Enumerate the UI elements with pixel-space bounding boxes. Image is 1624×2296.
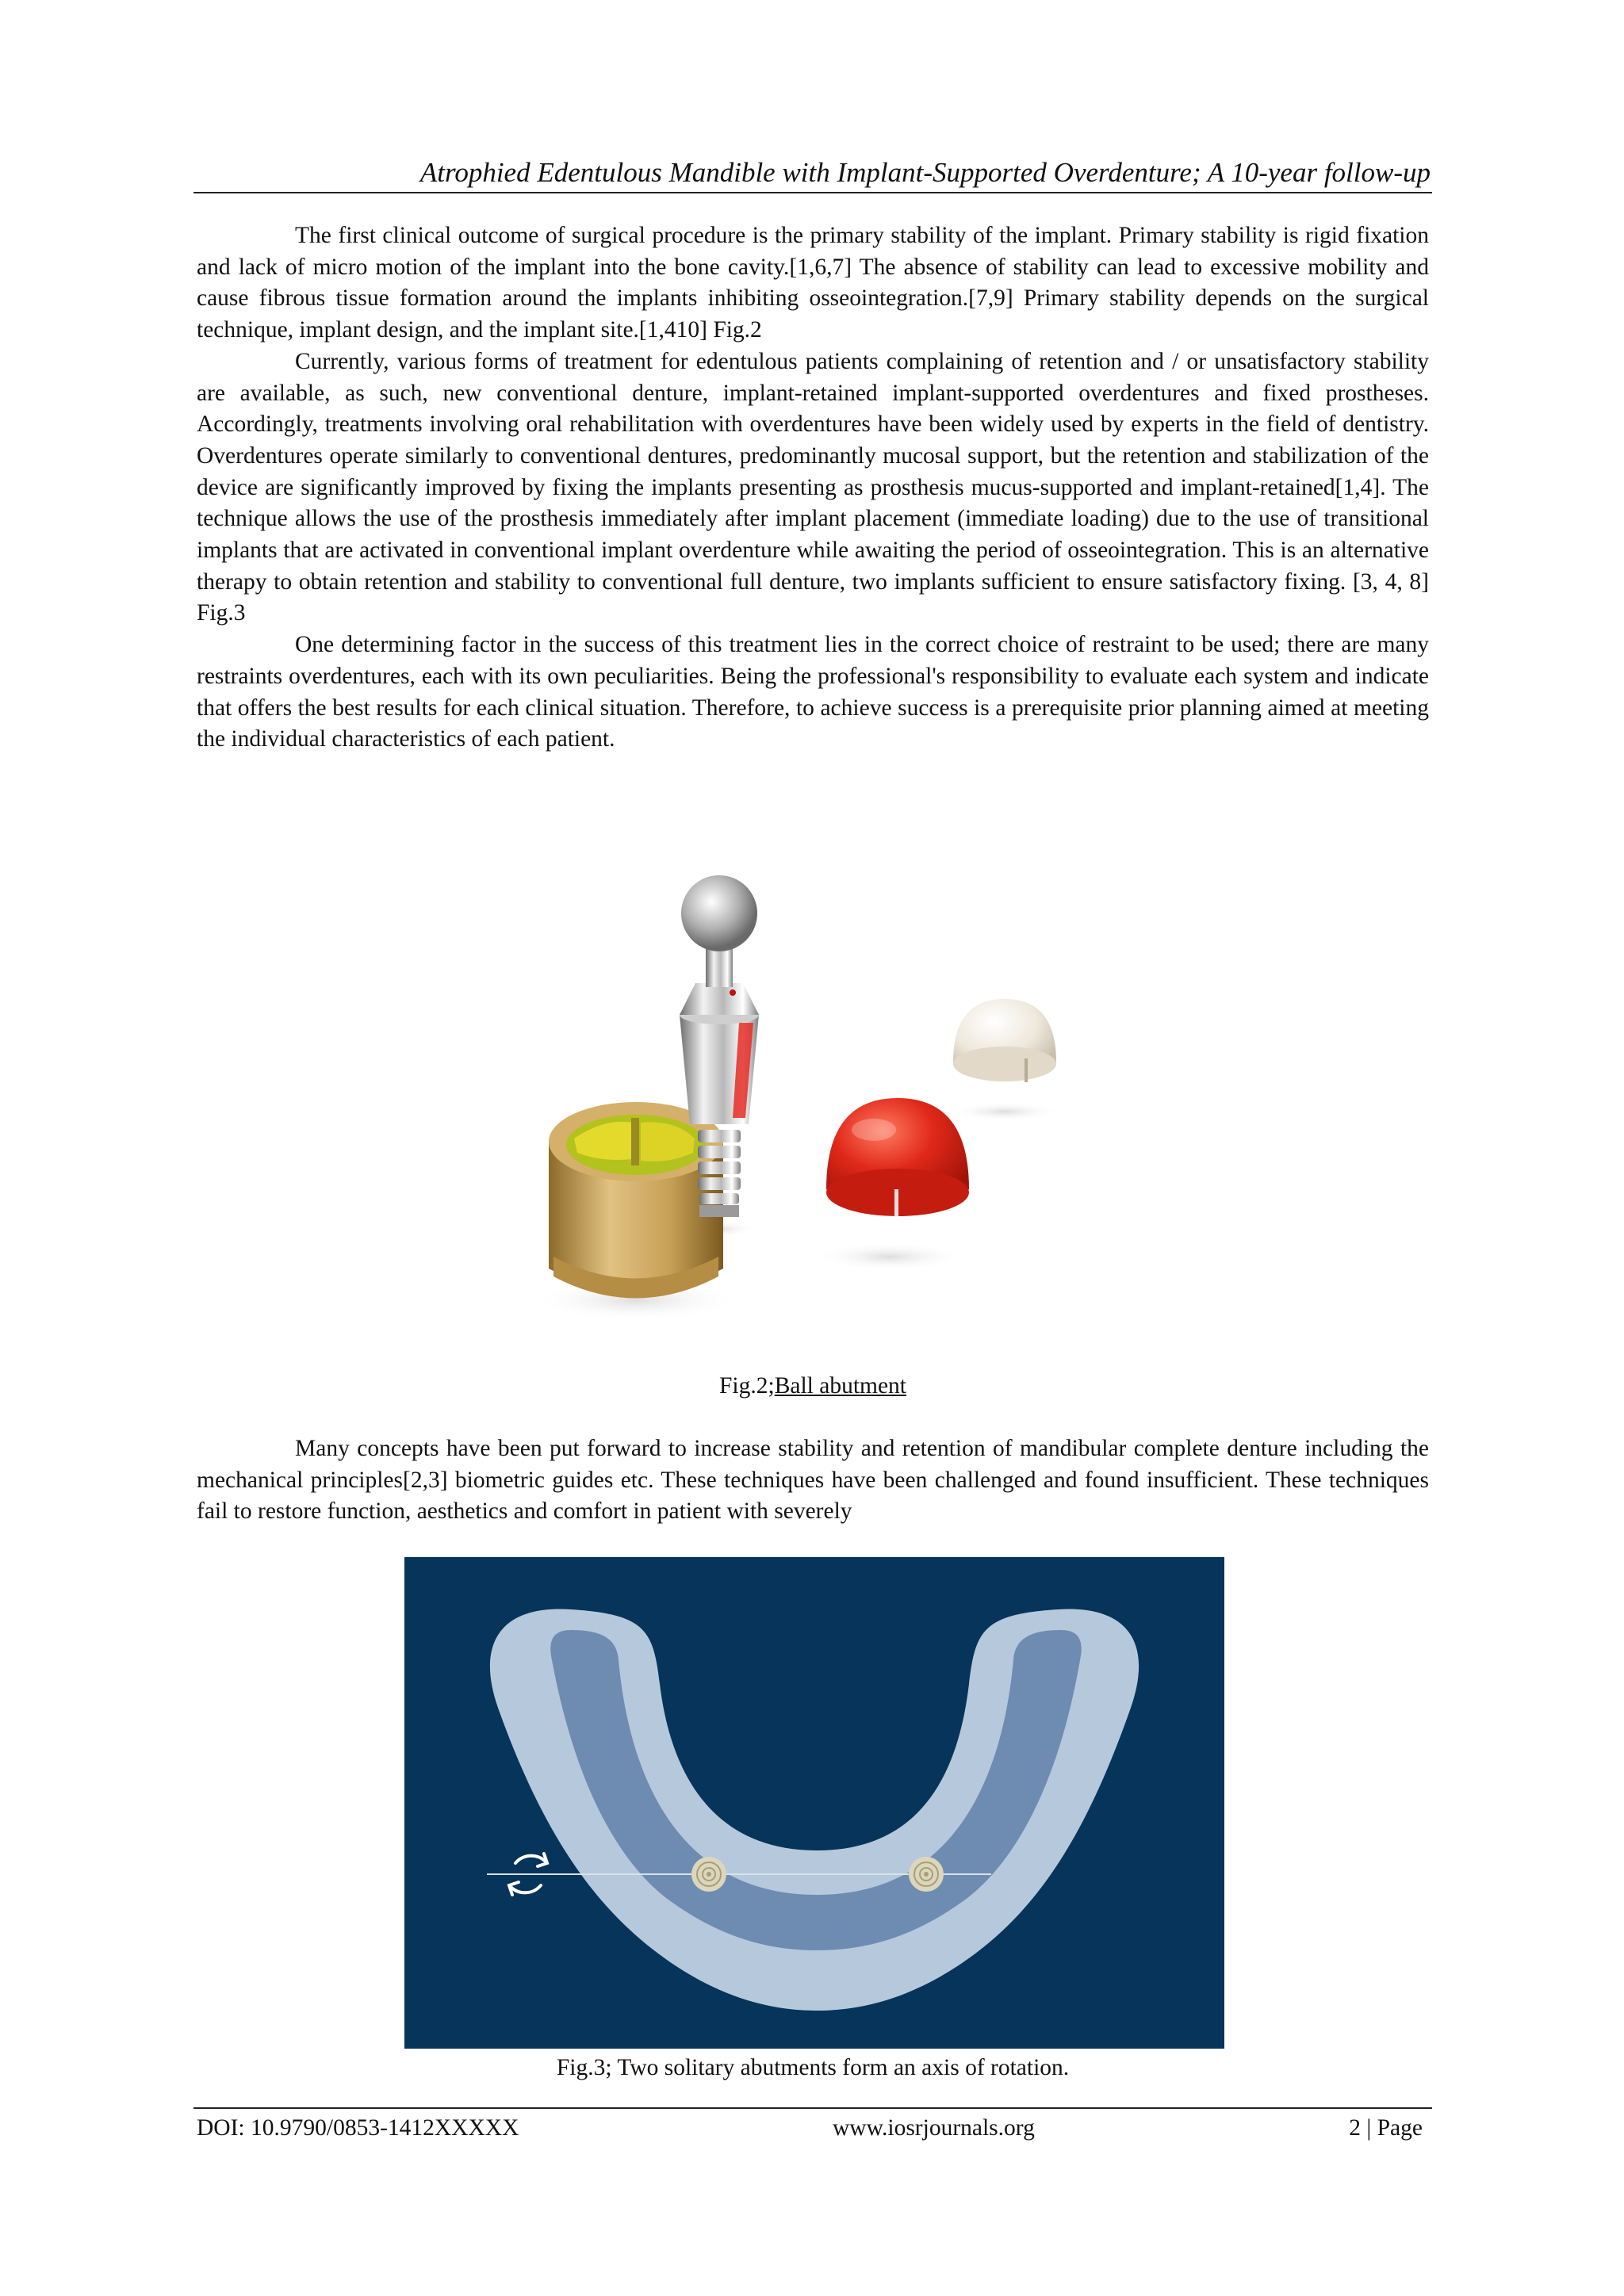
paragraph-restraint-choice: One determining factor in the success of this treatment lies in the correct choice of restraint to be used; there are many restraints overdentures, each with its own peculiarities. Being the professional's responsibility to evaluate each system and indicate that offers the best results for each clinical situation. Therefore, to achieve success is a prerequisite prior planning aimed at meeting the individual characteristics of each patient.	[197, 632, 1429, 752]
ball-abutment-figure	[525, 856, 1096, 1348]
intro-text	[197, 220, 1429, 756]
running-header: Atrophied Edentulous Mandible with Implant-Supported Overdenture; A 10-year follow-up	[419, 157, 1431, 188]
paragraph-concepts: Many concepts have been put forward to increase stability and retention of mandibular complete denture including the mechanical principles[2,3] biometric guides etc. These techniques have been challenged and found insufficient. These techniques fail to restore function, aesthetics and comfort in patient with severely	[197, 1436, 1429, 1525]
paragraph-treatment-forms: Currently, various forms of treatment for edentulous patients complaining of retention and / or unsatisfactory stability are available, as such, new conventional denture, implant-retained implant-supported overdentures and fixed prostheses. Accordingly, treatments involving oral rehabilitation with overdentures have been widely used by experts in the field of dentistry. Overdentures operate similarly to conventional dentures, predominantly mucosal support, but the retention and stabilization of the device are significantly improved by fixing the implants presenting as prosthesis mucus-supported and implant-retained[1,4]. The technique allows the use of the prosthesis immediately after implant placement (immediate loading) due to the use of transitional implants that are activated in conventional implant overdenture while awaiting the period of osseointegration. This is an alternative therapy to obtain retention and stability to conventional full denture, two implants sufficient to ensure satisfactory fixing. [3, 4, 8] Fig.3	[197, 348, 1429, 626]
fig3-caption: Fig.3; Two solitary abutments form an axis of rotation.	[556, 2055, 1070, 2080]
fig2-caption	[197, 1370, 1429, 1402]
footer-doi: DOI: 10.9790/0853-1412XXXXX	[197, 2115, 519, 2141]
fig2-title: Ball abutment	[774, 1373, 906, 1399]
paragraph-primary-stability: The first clinical outcome of surgical procedure is the primary stability of the implant. Primary stability is rigid fixation and lack of micro motion of the implant into the bone cavity.[1,6,7] The absence of stability can lead to excessive mobility and cause fibrous tissue formation around the implants inhibiting osseointegration.[7,9] Primary stability depends on the surgical technique, implant design, and the implant site.[1,410] Fig.2	[197, 223, 1429, 343]
rotation-axis-figure	[404, 1557, 1224, 2049]
white-retention-cap	[953, 999, 1056, 1082]
gold-housing	[549, 1102, 723, 1299]
implant-target-icon	[909, 1857, 944, 1892]
footer-website: www.iosrjournals.org	[833, 2115, 1035, 2141]
footer-page-number: 2 | Page	[1349, 2115, 1423, 2141]
fig2-label: Fig.2;	[719, 1373, 775, 1399]
footer-rule	[193, 2107, 1432, 2109]
continuation-text	[197, 1433, 1429, 1528]
red-retention-cap	[826, 1098, 969, 1224]
header-rule	[193, 192, 1432, 193]
implant-target-icon	[691, 1857, 726, 1892]
